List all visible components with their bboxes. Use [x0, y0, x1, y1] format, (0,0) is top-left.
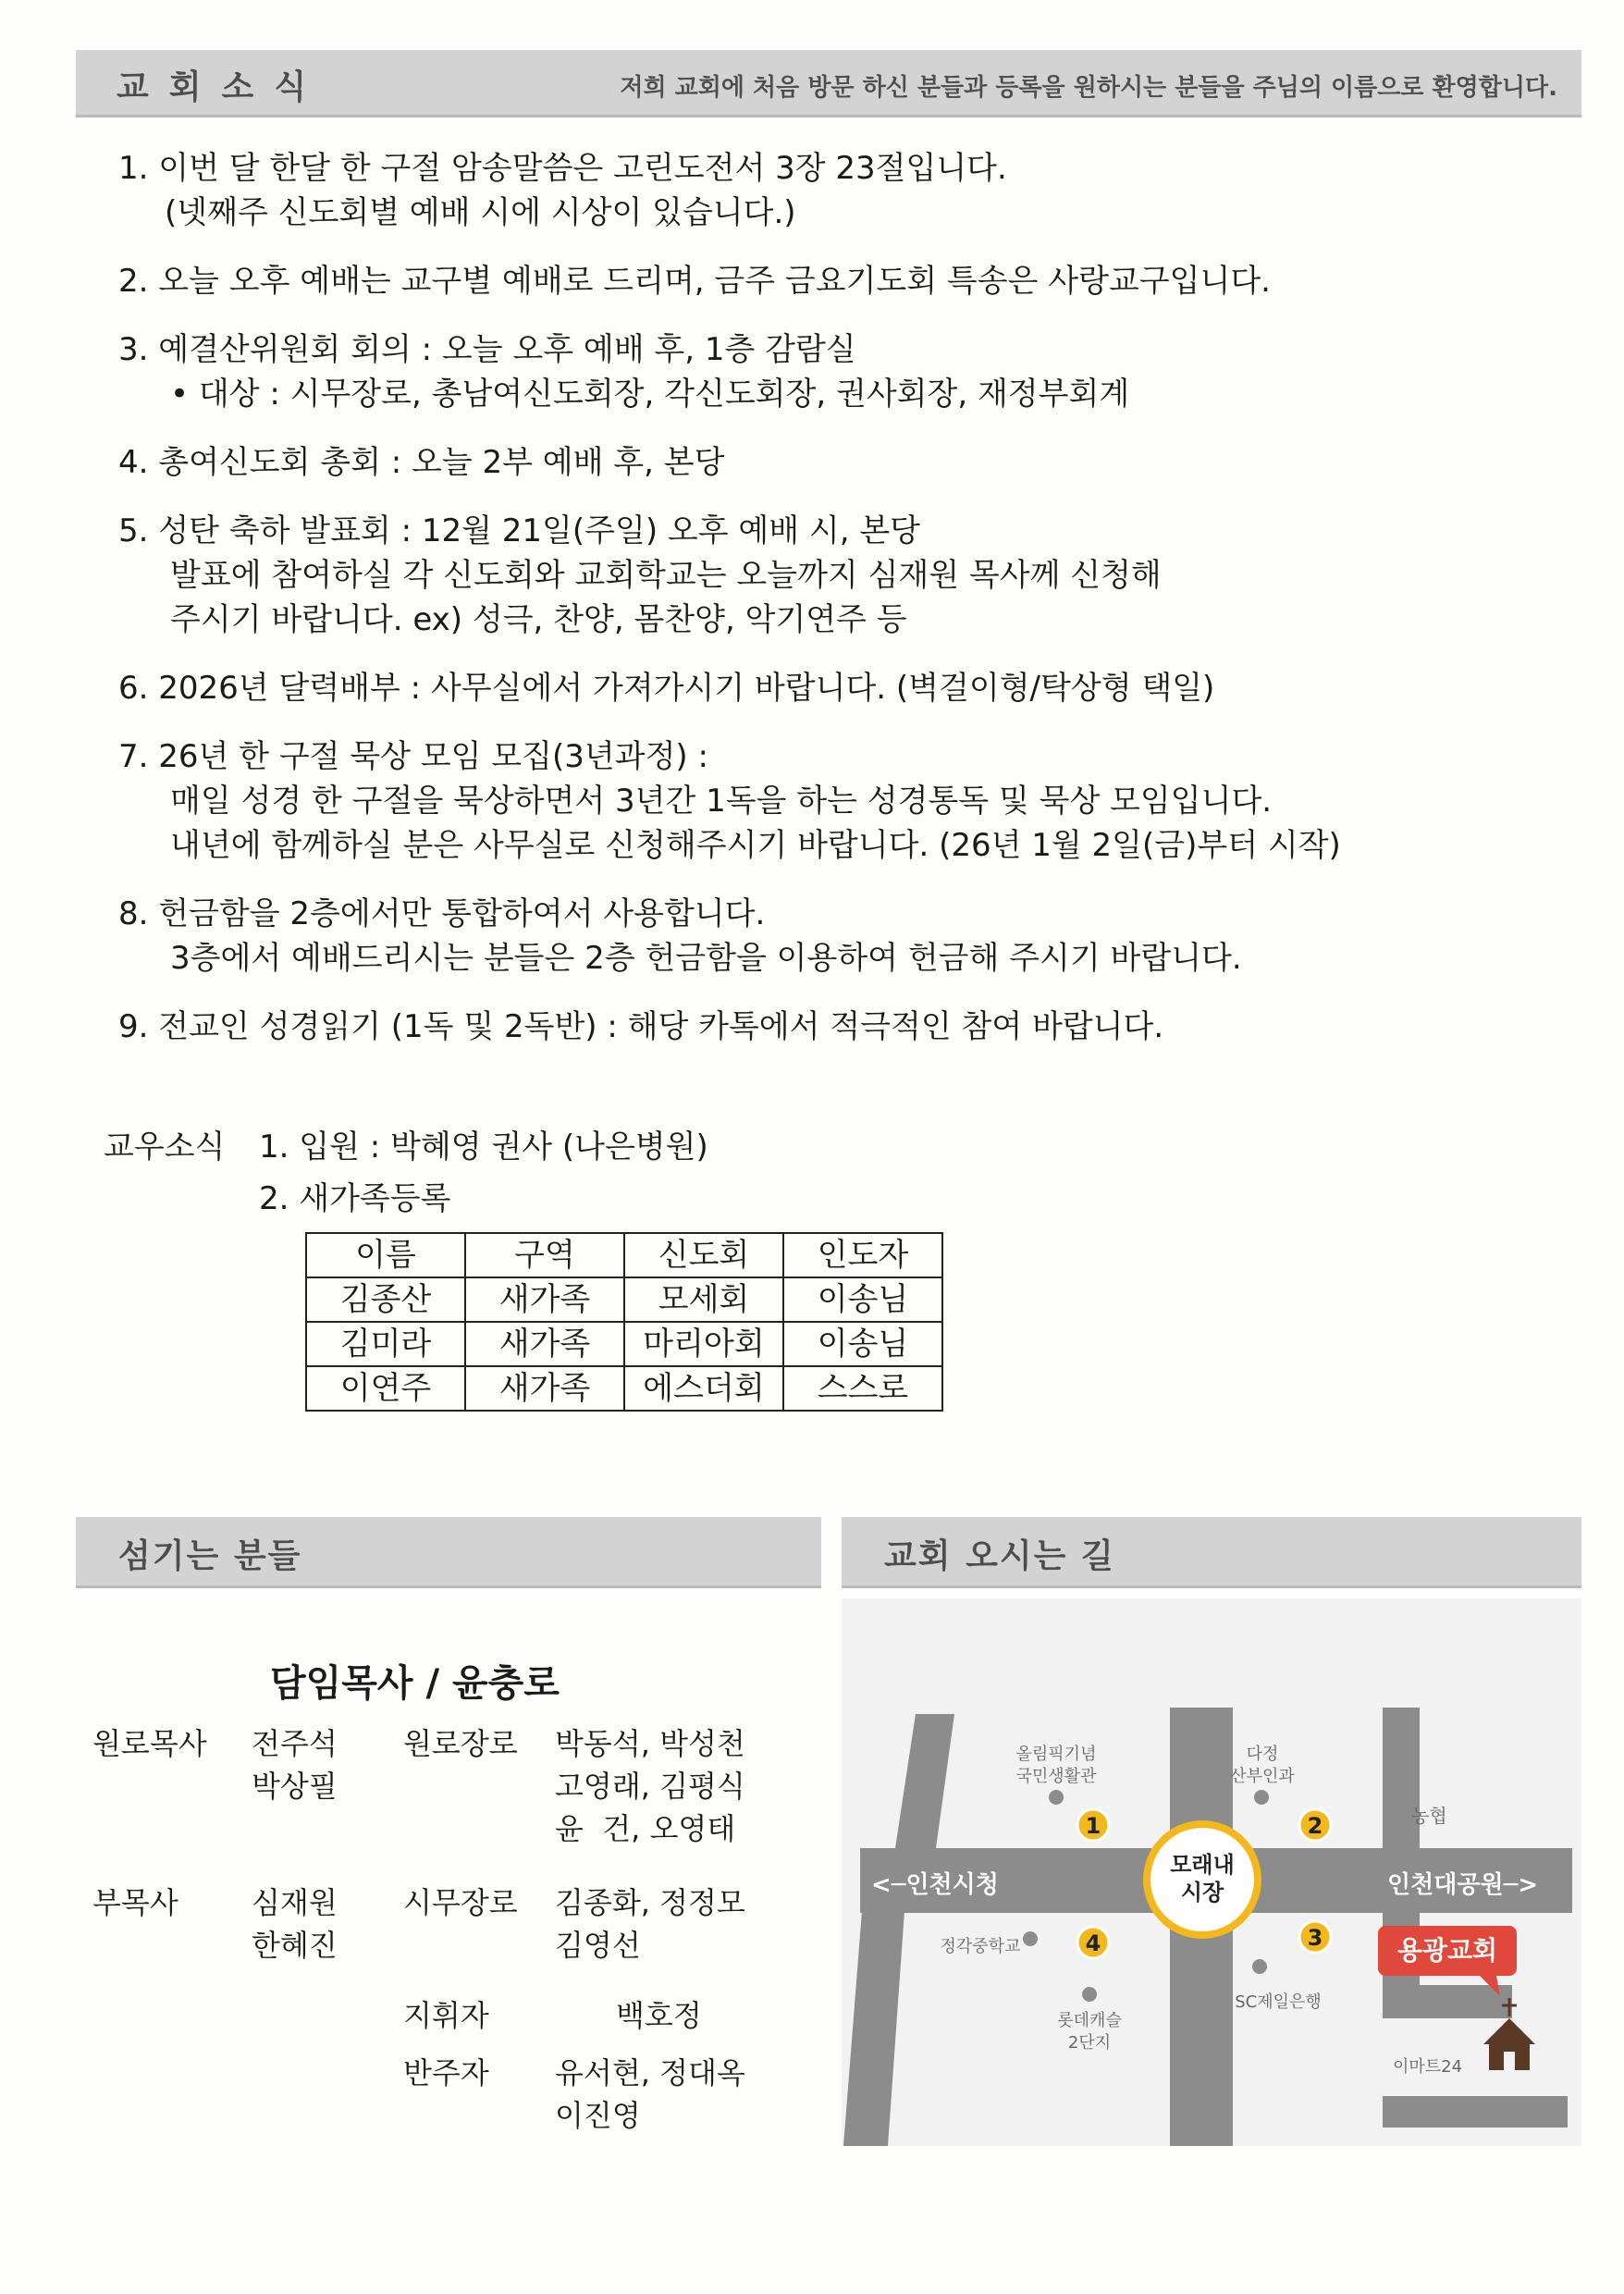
notice-item: 2. 오늘 오후 예배는 교구별 예배로 드리며, 금주 금요기도회 특송은 사랑교구입니다. — [118, 263, 1271, 300]
notice-header — [76, 50, 1581, 117]
elder-label: 시무장로 — [403, 1885, 518, 1920]
sc-dot — [1252, 1959, 1267, 1974]
elders: 김종화, 정정모 김영선 — [555, 1885, 745, 1963]
table-header-row — [306, 1233, 942, 1277]
school-label: 정각중학교 — [940, 1937, 1021, 1956]
nh-label: 농협 — [1411, 1805, 1447, 1827]
notice-item: 3. 예결산위원회 회의 : 오늘 오후 예배 후, 1층 감람실 • 대상 : 시무장로, 총남여신도회장, 각신도회장, 권사회장, 재정부회계 — [118, 331, 1130, 413]
new-family-heading: 2. 새가족등록 — [259, 1180, 451, 1217]
church-map — [842, 1598, 1581, 2146]
bottom-road — [1383, 2096, 1568, 2128]
directions-title: 교회 오시는 길 — [884, 1537, 1115, 1575]
west-label: <─인천시청 — [871, 1871, 999, 1899]
senior-pastor: 담임목사 / 윤충로 — [270, 1662, 560, 1705]
accompanist-label: 반주자 — [403, 2055, 489, 2090]
market-label-line1: 모래내 — [1170, 1852, 1235, 1878]
east-label: 인천대공원─> — [1387, 1871, 1539, 1899]
new-family-table — [305, 1232, 943, 1412]
table-cell: 마리아회 — [624, 1322, 783, 1366]
notice-item: 9. 전교인 성경읽기 (1독 및 2독반) : 해당 카톡에서 적극적인 참여 바랍니다. — [118, 1008, 1164, 1045]
table-cell: 새가족 — [465, 1277, 624, 1322]
emeritus-elder-label: 원로장로 — [403, 1726, 518, 1761]
table-header: 이름 — [306, 1233, 465, 1277]
olympic-dot — [1049, 1790, 1064, 1805]
table-header: 구역 — [465, 1233, 624, 1277]
table-cell: 에스더회 — [624, 1366, 783, 1411]
notice-list — [118, 146, 1561, 1073]
exit-4-label: 4 — [1085, 1930, 1101, 1956]
associate-pastors: 심재원 한혜진 — [252, 1885, 338, 1963]
table-row — [306, 1322, 942, 1366]
notice-item: 6. 2026년 달력배부 : 사무실에서 가져가시기 바랍니다. (벽걸이형/탁상형 택일) — [118, 670, 1215, 707]
servants-header — [76, 1517, 821, 1588]
servants-title: 섬기는 분들 — [118, 1537, 302, 1575]
conductor-label: 지휘자 — [403, 1998, 489, 2033]
map-graphic — [842, 1598, 1581, 2146]
hospital-dot — [1254, 1790, 1269, 1805]
sc-label: SC제일은행 — [1235, 1992, 1322, 2012]
hospital-label-line2: 산부인과 — [1230, 1767, 1295, 1786]
table-cell: 이송님 — [783, 1277, 942, 1322]
table-header: 인도자 — [783, 1233, 942, 1277]
table-header: 신도회 — [624, 1233, 783, 1277]
exit-3-label: 3 — [1307, 1925, 1323, 1951]
church-street — [1383, 1985, 1512, 2018]
notice-item: 1. 이번 달 한달 한 구절 암송말씀은 고린도전서 3장 23절입니다. (넷째주 신도회별 예배 시에 시상이 있습니다.) — [118, 150, 1007, 231]
conductor: 백호정 — [616, 1998, 702, 2033]
left-road — [895, 1714, 954, 1848]
olympic-label-line1: 올림픽기념 — [1015, 1745, 1097, 1764]
lotte-dot — [1082, 1987, 1097, 2002]
lotte-label-line2: 2단지 — [1067, 2033, 1112, 2053]
market-label-line2: 시장 — [1180, 1880, 1224, 1906]
lotte-label-line1: 롯데캐슬 — [1057, 2011, 1122, 2030]
emeritus-pastor-label: 원로목사 — [92, 1726, 207, 1761]
school-dot — [1023, 1931, 1038, 1946]
exit-2-label: 2 — [1307, 1813, 1323, 1839]
accompanists: 유서현, 정대옥 이진영 — [555, 2055, 745, 2133]
notice-item: 8. 헌금함을 2층에서만 통합하여서 사용합니다. 3층에서 예배드리시는 분들은 2층 헌금함을 이용하여 헌금해 주시기 바랍니다. — [118, 895, 1242, 977]
members-news-label: 교우소식 — [104, 1128, 226, 1166]
church-label: 용광교회 — [1396, 1935, 1498, 1966]
table-cell: 새가족 — [465, 1322, 624, 1366]
olympic-label-line2: 국민생활관 — [1015, 1767, 1097, 1786]
right-road — [1383, 1708, 1420, 1848]
notice-item: 7. 26년 한 구절 묵상 모임 모집(3년과정) : 매일 성경 한 구절을 묵상하면서 3년간 1독을 하는 성경통독 및 묵상 모임입니다. 내년에 함께하실 분은 사무실로 신청해주시기 바랍니다. (26년 1월 2일(금)부터 시작) — [118, 738, 1341, 864]
notice-header-subtitle: 저희 교회에 처음 방문 하신 분들과 등록을 원하시는 분들을 주님의 이름으로 환영합니다. — [620, 74, 1557, 102]
lower-left-road — [843, 1911, 904, 2146]
table-cell: 이송님 — [783, 1322, 942, 1366]
nh-dot — [1391, 1807, 1406, 1822]
table-cell: 새가족 — [465, 1366, 624, 1411]
exit-1-label: 1 — [1085, 1813, 1101, 1839]
hospital-news: 1. 입원 : 박혜영 권사 (나은병원) — [259, 1128, 708, 1166]
notice-item: 4. 총여신도회 총회 : 오늘 2부 예배 후, 본당 — [118, 444, 725, 481]
emeritus-elders: 박동석, 박성천 고영래, 김평식 윤 건, 오영태 — [555, 1726, 745, 1846]
table-cell: 스스로 — [783, 1366, 942, 1411]
notice-header-title: 교회소식 — [117, 68, 327, 106]
table-cell: 모세회 — [624, 1277, 783, 1322]
associate-pastor-label: 부목사 — [92, 1885, 178, 1920]
emeritus-pastors: 전주석 박상필 — [252, 1726, 338, 1804]
table-cell: 이연주 — [306, 1366, 465, 1411]
members-news — [104, 1121, 708, 1225]
table-cell: 김종산 — [306, 1277, 465, 1322]
table-cell: 김미라 — [306, 1322, 465, 1366]
directions-header — [842, 1517, 1581, 1588]
table-row — [306, 1277, 942, 1322]
hospital-label-line1: 다정 — [1246, 1745, 1279, 1764]
emart-label: 이마트24 — [1393, 2057, 1463, 2077]
notice-item: 5. 성탄 축하 발표회 : 12월 21일(주일) 오후 예배 시, 본당 발표에 참여하실 각 신도회와 교회학교는 오늘까지 심재원 목사께 신청해 주시기 바랍니다. ex) 성극, 찬양, 몸찬양, 악기연주 등 — [118, 512, 1162, 638]
table-row — [306, 1366, 942, 1411]
